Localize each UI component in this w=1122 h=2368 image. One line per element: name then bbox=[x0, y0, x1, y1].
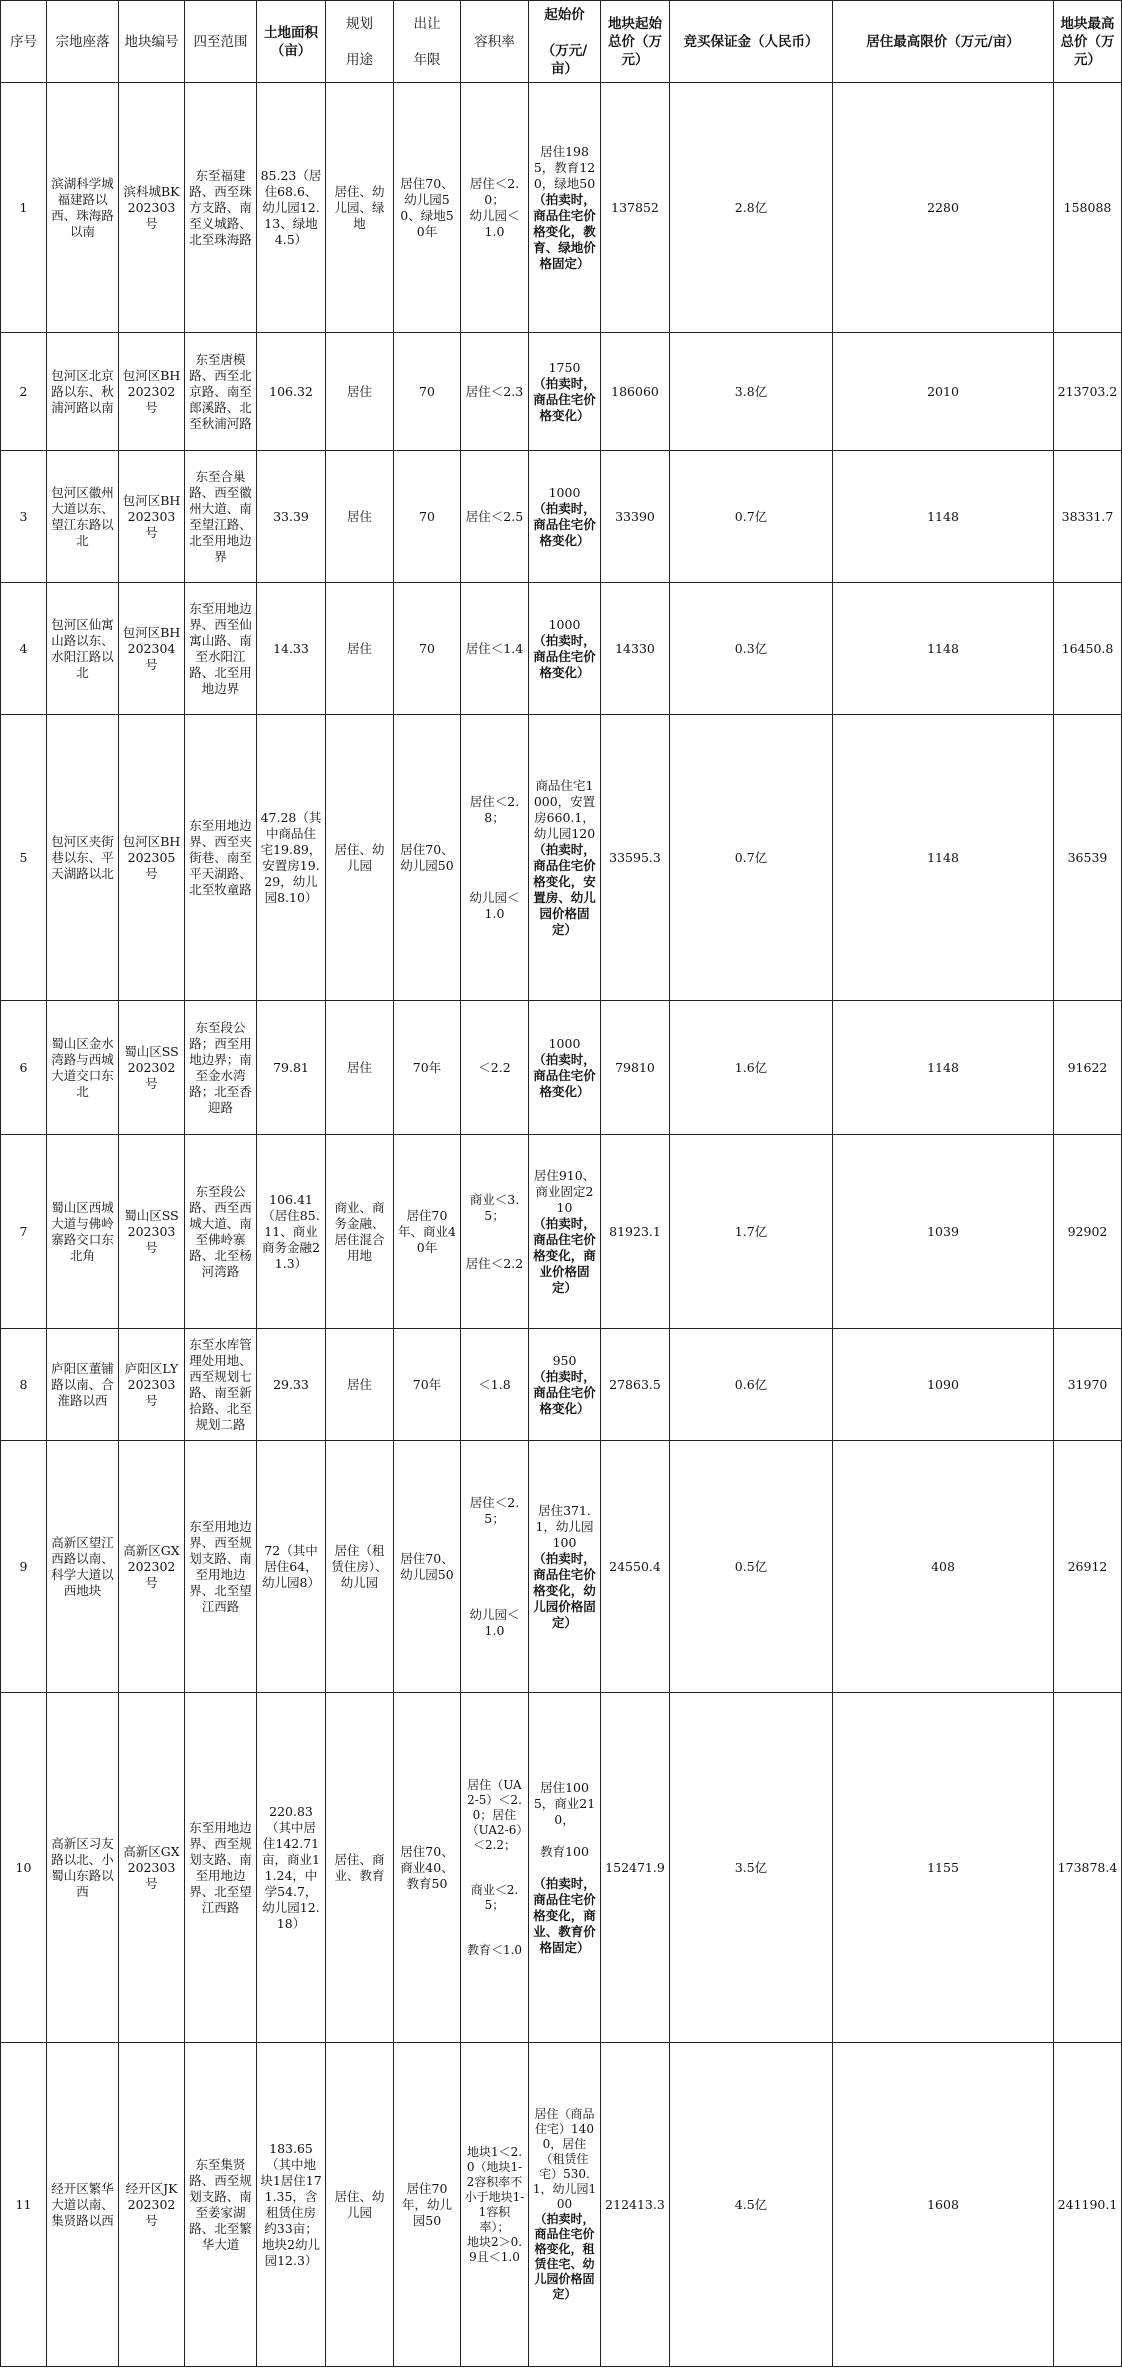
cell-total: 27863.5 bbox=[601, 1329, 670, 1441]
cell-max-total: 213703.2 bbox=[1054, 333, 1122, 451]
far-line: 居住＜2.0； bbox=[469, 175, 520, 207]
cell-max-total: 92902 bbox=[1054, 1135, 1122, 1329]
cell-max-total: 91622 bbox=[1054, 1001, 1122, 1135]
cell-max-total: 26912 bbox=[1054, 1441, 1122, 1693]
cell-use: 居住 bbox=[326, 333, 394, 451]
cell-max-total: 36539 bbox=[1054, 715, 1122, 1001]
cell-bounds: 东至合巢路、西至徽州大道、南至望江路、北至用地边界 bbox=[185, 451, 257, 583]
cell-term: 居住70年、商业40年 bbox=[394, 1135, 461, 1329]
cell-area: 183.65（其中地块1居住171.35，含租赁住房约33亩；地块2幼儿园12.3） bbox=[257, 2043, 326, 2367]
cell-price bbox=[529, 1441, 601, 1693]
cell-area: 79.81 bbox=[257, 1001, 326, 1135]
cell-far: ＜1.8 bbox=[461, 1329, 529, 1441]
cell-far bbox=[461, 1441, 529, 1693]
cell-term: 居住70、商业40、教育50 bbox=[394, 1693, 461, 2043]
header-deposit: 竞买保证金（人民币） bbox=[670, 1, 833, 83]
header-area: 土地面积（亩） bbox=[257, 1, 326, 83]
cell-location: 包河区夹街巷以东、平天湖路以北 bbox=[47, 715, 119, 1001]
cell-seq: 4 bbox=[1, 583, 47, 715]
cell-seq: 9 bbox=[1, 1441, 47, 1693]
cell-far: 居住＜2.5 bbox=[461, 451, 529, 583]
cell-max-total: 241190.1 bbox=[1054, 2043, 1122, 2367]
cell-area: 72（其中居住64，幼儿园8） bbox=[257, 1441, 326, 1693]
cell-far: 居住＜2.3 bbox=[461, 333, 529, 451]
cell-seq: 11 bbox=[1, 2043, 47, 2367]
cell-max-total: 16450.8 bbox=[1054, 583, 1122, 715]
cell-deposit: 0.7亿 bbox=[670, 715, 833, 1001]
table-row bbox=[1, 2043, 1122, 2367]
price-note: （拍卖时，商品住宅价格变化，租赁住宅、幼儿园价格固定） bbox=[534, 2212, 595, 2301]
cell-price bbox=[529, 2043, 601, 2367]
price-value: 居住371.1，幼儿园100 bbox=[535, 1502, 594, 1550]
header-seq: 序号 bbox=[1, 1, 47, 83]
cell-cap: 1039 bbox=[833, 1135, 1054, 1329]
far-line: 地块2＞0.9且＜1.0 bbox=[466, 2234, 523, 2264]
cell-use: 居住、幼儿园、绿地 bbox=[326, 83, 394, 333]
price-note: （拍卖时，商品住宅价格变化，商业、教育价格固定） bbox=[533, 1875, 596, 1955]
cell-code: 庐阳区LY202303号 bbox=[119, 1329, 185, 1441]
cell-use: 居住、幼儿园 bbox=[326, 715, 394, 1001]
cell-cap: 2010 bbox=[833, 333, 1054, 451]
cell-location: 高新区习友路以北、小蜀山东路以西 bbox=[47, 1693, 119, 2043]
cell-bounds: 东至集贤路、西至规划支路、南至姜家湖路、北至繁华大道 bbox=[185, 2043, 257, 2367]
cell-location: 包河区北京路以东、秋浦河路以南 bbox=[47, 333, 119, 451]
price-value: 居住（商品住宅）1400，居住（租赁住宅）530.1，幼儿园100 bbox=[532, 2107, 597, 2211]
header-price-line1: 起始价 bbox=[544, 6, 585, 23]
cell-location: 滨湖科学城福建路以西、珠海路以南 bbox=[47, 83, 119, 333]
cell-deposit: 2.8亿 bbox=[670, 83, 833, 333]
price-value: 1000 bbox=[548, 616, 581, 632]
cell-code: 蜀山区SS202302号 bbox=[119, 1001, 185, 1135]
cell-deposit: 0.3亿 bbox=[670, 583, 833, 715]
price-note: （拍卖时，商品住宅价格变化，商业价格固定） bbox=[533, 1215, 596, 1295]
cell-cap: 408 bbox=[833, 1441, 1054, 1693]
table-row bbox=[1, 1693, 1122, 2043]
cell-deposit: 3.5亿 bbox=[670, 1693, 833, 2043]
price-value: 居住1005，商业210， bbox=[533, 1779, 596, 1827]
cell-term: 居住70、幼儿园50 bbox=[394, 715, 461, 1001]
price-value: 1000 bbox=[548, 1035, 581, 1051]
cell-bounds: 东至用地边界、西至仙寓山路、南至水阳江路、北至用地边界 bbox=[185, 583, 257, 715]
cell-total: 137852 bbox=[601, 83, 670, 333]
cell-price bbox=[529, 1693, 601, 2043]
price-value: 居住1985，教育120，绿地50 bbox=[533, 143, 596, 191]
cell-code: 滨科城BK202303号 bbox=[119, 83, 185, 333]
cell-total: 152471.9 bbox=[601, 1693, 670, 2043]
cell-total: 186060 bbox=[601, 333, 670, 451]
far-line: 居住＜2.8； bbox=[469, 793, 520, 825]
header-term-line1: 出让 bbox=[413, 15, 441, 32]
cell-total: 33595.3 bbox=[601, 715, 670, 1001]
table-row bbox=[1, 451, 1122, 583]
table-row bbox=[1, 1135, 1122, 1329]
far-line: 商业＜2.5； bbox=[470, 1882, 519, 1912]
cell-code: 包河区BH202303号 bbox=[119, 451, 185, 583]
cell-bounds: 东至唐模路、西至北京路、南至郎溪路、北至秋浦河路 bbox=[185, 333, 257, 451]
cell-area: 29.33 bbox=[257, 1329, 326, 1441]
cell-price bbox=[529, 1135, 601, 1329]
header-bounds: 四至范围 bbox=[185, 1, 257, 83]
cell-deposit: 1.6亿 bbox=[670, 1001, 833, 1135]
cell-total: 24550.4 bbox=[601, 1441, 670, 1693]
cell-deposit: 4.5亿 bbox=[670, 2043, 833, 2367]
table-row bbox=[1, 583, 1122, 715]
cell-bounds: 东至段公路；西至用地边界；南至金水湾路；北至香迎路 bbox=[185, 1001, 257, 1135]
cell-area: 14.33 bbox=[257, 583, 326, 715]
cell-term: 70年 bbox=[394, 1329, 461, 1441]
cell-use: 居住（租赁住房）、幼儿园 bbox=[326, 1441, 394, 1693]
far-line: 教育＜1.0 bbox=[466, 1942, 523, 1957]
cell-far: 居住＜1.4 bbox=[461, 583, 529, 715]
table-row bbox=[1, 1441, 1122, 1693]
cell-price bbox=[529, 1001, 601, 1135]
cell-seq: 6 bbox=[1, 1001, 47, 1135]
cell-seq: 5 bbox=[1, 715, 47, 1001]
cell-code: 包河区BH202302号 bbox=[119, 333, 185, 451]
cell-price bbox=[529, 715, 601, 1001]
price-value: 1000 bbox=[548, 484, 581, 500]
cell-price bbox=[529, 1329, 601, 1441]
header-total: 地块起始总价（万元） bbox=[601, 1, 670, 83]
cell-deposit: 1.7亿 bbox=[670, 1135, 833, 1329]
header-term bbox=[394, 1, 461, 83]
price-note: （拍卖时，商品住宅价格变化，幼儿园价格固定） bbox=[533, 1550, 596, 1630]
cell-bounds: 东至用地边界、西至规划支路、南至用地边界、北至望江西路 bbox=[185, 1441, 257, 1693]
header-location: 宗地座落 bbox=[47, 1, 119, 83]
cell-cap: 1148 bbox=[833, 451, 1054, 583]
far-line: 幼儿园＜1.0 bbox=[469, 207, 520, 239]
cell-far bbox=[461, 83, 529, 333]
price-value: 教育100 bbox=[540, 1843, 589, 1859]
cell-seq: 2 bbox=[1, 333, 47, 451]
cell-use: 居住 bbox=[326, 1329, 394, 1441]
table-row bbox=[1, 83, 1122, 333]
cell-max-total: 158088 bbox=[1054, 83, 1122, 333]
cell-bounds: 东至水库管理处用地、西至规划七路、南至新拾路、北至规划二路 bbox=[185, 1329, 257, 1441]
cell-deposit: 0.6亿 bbox=[670, 1329, 833, 1441]
cell-seq: 8 bbox=[1, 1329, 47, 1441]
cell-max-total: 31970 bbox=[1054, 1329, 1122, 1441]
cell-price bbox=[529, 451, 601, 583]
far-line: 商业＜3.5； bbox=[469, 1191, 520, 1223]
cell-location: 包河区徽州大道以东、望江东路以北 bbox=[47, 451, 119, 583]
cell-term: 居住70年，幼儿园50 bbox=[394, 2043, 461, 2367]
cell-use: 居住 bbox=[326, 451, 394, 583]
cell-location: 蜀山区金水湾路与西城大道交口东北 bbox=[47, 1001, 119, 1135]
price-note: （拍卖时，商品住宅价格变化） bbox=[533, 500, 596, 548]
far-line: 居住＜2.2 bbox=[465, 1255, 524, 1271]
cell-area: 220.83（其中居住142.71亩，商业11.24，中学54.7，幼儿园12.18） bbox=[257, 1693, 326, 2043]
cell-price bbox=[529, 333, 601, 451]
cell-location: 经开区繁华大道以南、集贤路以西 bbox=[47, 2043, 119, 2367]
far-line: 幼儿园＜1.0 bbox=[469, 1606, 520, 1638]
cell-seq: 7 bbox=[1, 1135, 47, 1329]
cell-cap: 1148 bbox=[833, 583, 1054, 715]
cell-use: 居住、商业、教育 bbox=[326, 1693, 394, 2043]
cell-total: 79810 bbox=[601, 1001, 670, 1135]
cell-term: 70年 bbox=[394, 1001, 461, 1135]
cell-price bbox=[529, 583, 601, 715]
cell-far bbox=[461, 2043, 529, 2367]
cell-location: 蜀山区西城大道与佛岭寨路交口东北角 bbox=[47, 1135, 119, 1329]
table-row bbox=[1, 1329, 1122, 1441]
far-line: 居住＜2.5； bbox=[469, 1494, 520, 1526]
cell-area: 106.32 bbox=[257, 333, 326, 451]
price-note: （拍卖时，商品住宅价格变化） bbox=[533, 1051, 596, 1099]
header-cap: 居住最高限价（万元/亩） bbox=[833, 1, 1054, 83]
cell-total: 212413.3 bbox=[601, 2043, 670, 2367]
cell-cap: 1608 bbox=[833, 2043, 1054, 2367]
header-far: 容积率 bbox=[461, 1, 529, 83]
cell-area: 85.23（居住68.6、幼儿园12.13、绿地4.5） bbox=[257, 83, 326, 333]
cell-seq: 3 bbox=[1, 451, 47, 583]
cell-term: 70 bbox=[394, 451, 461, 583]
cell-cap: 1090 bbox=[833, 1329, 1054, 1441]
cell-area: 47.28（其中商品住宅19.89，安置房19.29，幼儿园8.10） bbox=[257, 715, 326, 1001]
far-line: 地块1＜2.0（地块1-2容积率不小于地块1-1容积率）； bbox=[464, 2144, 525, 2234]
table-row bbox=[1, 333, 1122, 451]
cell-code: 高新区GX202302号 bbox=[119, 1441, 185, 1693]
header-use-line1: 规划 bbox=[346, 15, 373, 32]
header-use-line2: 用途 bbox=[346, 51, 373, 68]
header-row bbox=[1, 1, 1122, 83]
price-note: （拍卖时，商品住宅价格变化） bbox=[533, 375, 596, 423]
cell-term: 70 bbox=[394, 583, 461, 715]
cell-total: 14330 bbox=[601, 583, 670, 715]
header-price bbox=[529, 1, 601, 83]
cell-bounds: 东至段公路、西至西城大道、南至佛岭寨路、北至杨河湾路 bbox=[185, 1135, 257, 1329]
table-row bbox=[1, 1001, 1122, 1135]
cell-area: 106.41（居住85.11、商业商务金融21.3） bbox=[257, 1135, 326, 1329]
far-line: 居住（UA2-5）＜2.0；居住（UA2-6）＜2.2； bbox=[466, 1777, 523, 1852]
cell-deposit: 0.7亿 bbox=[670, 451, 833, 583]
cell-location: 包河区仙寓山路以东、水阳江路以北 bbox=[47, 583, 119, 715]
cell-term: 居住70、幼儿园50、绿地50年 bbox=[394, 83, 461, 333]
cell-code: 包河区BH202305号 bbox=[119, 715, 185, 1001]
header-use bbox=[326, 1, 394, 83]
header-code: 地块编号 bbox=[119, 1, 185, 83]
cell-location: 高新区望江西路以南、科学大道以西地块 bbox=[47, 1441, 119, 1693]
cell-code: 包河区BH202304号 bbox=[119, 583, 185, 715]
price-value: 950 bbox=[552, 1352, 577, 1368]
cell-far bbox=[461, 715, 529, 1001]
cell-term: 70 bbox=[394, 333, 461, 451]
price-value: 居住910、商业固定210 bbox=[533, 1167, 596, 1215]
price-note: （拍卖时，商品住宅价格变化） bbox=[533, 632, 596, 680]
cell-code: 蜀山区SS202303号 bbox=[119, 1135, 185, 1329]
cell-use: 居住、幼儿园 bbox=[326, 2043, 394, 2367]
cell-total: 33390 bbox=[601, 451, 670, 583]
price-note: （拍卖时，商品住宅价格变化，教育、绿地价格固定） bbox=[533, 191, 596, 271]
cell-use: 商业、商务金融、居住混合用地 bbox=[326, 1135, 394, 1329]
cell-bounds: 东至福建路、西至珠方支路、南至义城路、北至珠海路 bbox=[185, 83, 257, 333]
cell-term: 居住70、幼儿园50 bbox=[394, 1441, 461, 1693]
cell-location: 庐阳区董铺路以南、合淮路以西 bbox=[47, 1329, 119, 1441]
cell-max-total: 38331.7 bbox=[1054, 451, 1122, 583]
cell-use: 居住 bbox=[326, 583, 394, 715]
cell-use: 居住 bbox=[326, 1001, 394, 1135]
cell-far bbox=[461, 1135, 529, 1329]
cell-cap: 1155 bbox=[833, 1693, 1054, 2043]
cell-code: 高新区GX202303号 bbox=[119, 1693, 185, 2043]
header-max-total: 地块最高总价（万元） bbox=[1054, 1, 1122, 83]
cell-total: 81923.1 bbox=[601, 1135, 670, 1329]
price-value: 1750 bbox=[548, 359, 581, 375]
cell-far bbox=[461, 1693, 529, 2043]
price-note: （拍卖时，商品住宅价格变化，安置房、幼儿园价格固定） bbox=[533, 841, 596, 937]
cell-area: 33.39 bbox=[257, 451, 326, 583]
header-price-line2: （万元/亩） bbox=[541, 42, 588, 77]
cell-code: 经开区JK202302号 bbox=[119, 2043, 185, 2367]
cell-price bbox=[529, 83, 601, 333]
cell-cap: 2280 bbox=[833, 83, 1054, 333]
cell-deposit: 3.8亿 bbox=[670, 333, 833, 451]
cell-bounds: 东至用地边界、西至规划支路、南至用地边界、北至望江西路 bbox=[185, 1693, 257, 2043]
cell-cap: 1148 bbox=[833, 1001, 1054, 1135]
price-note: （拍卖时，商品住宅价格变化） bbox=[533, 1368, 596, 1416]
cell-deposit: 0.5亿 bbox=[670, 1441, 833, 1693]
price-value: 商品住宅1000，安置房660.1，幼儿园120 bbox=[533, 777, 596, 841]
cell-bounds: 东至用地边界、西至夹街巷、南至平天湖路、北至牧童路 bbox=[185, 715, 257, 1001]
cell-max-total: 173878.4 bbox=[1054, 1693, 1122, 2043]
cell-far: ＜2.2 bbox=[461, 1001, 529, 1135]
cell-cap: 1148 bbox=[833, 715, 1054, 1001]
cell-seq: 1 bbox=[1, 83, 47, 333]
header-term-line2: 年限 bbox=[413, 51, 441, 68]
cell-seq: 10 bbox=[1, 1693, 47, 2043]
table-row bbox=[1, 715, 1122, 1001]
far-line: 幼儿园＜1.0 bbox=[469, 889, 520, 921]
